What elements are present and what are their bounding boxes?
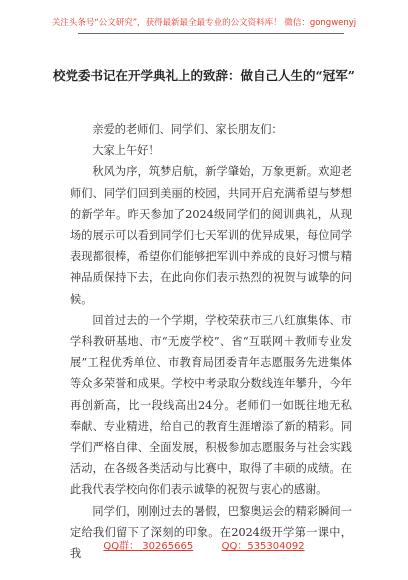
page-footer xyxy=(0,537,408,552)
paragraph: 回首过去的一个学期，学校荣获市三八红旗集体、市学科教研基地、市“无废学校”、省“互联网＋教师专业发展”工程优秀单位、市教育局团委青年志愿服务先进集体等众多荣誉和成果。学校中考录取分数线连年攀升，今年再创新高，比一段线高出24分。老师们一如既往地无私奉献、专业精进，给自己的教育生涯增添了新的精彩。同学们严格自律、全面发展，积极参加志愿服务与社会实践活动，在各级各类活动与比赛中，取得了丰硕的成绩。在此我代表学校向你们表示诚挚的祝贺与衷心的感谢。 xyxy=(70,313,352,497)
qq-contact: QQ：535304092 xyxy=(221,541,305,552)
document-title: 校党委书记在开学典礼上的致辞：做自己人生的“冠军” xyxy=(53,68,355,83)
greeting: 大家上午好！ xyxy=(92,144,160,158)
header-divider xyxy=(78,33,344,34)
page-header: 关注头条号“公文研究”，获得最新最全最专业的公文资料库！ 微信：gongwenyj xyxy=(51,18,357,28)
qq-group-contact: QQ群： 30265665 xyxy=(103,541,194,552)
salutation: 亲爱的老师们、同学们、家长朋友们： xyxy=(92,123,283,136)
paragraph: 同学们，刚刚过去的暑假，巴黎奥运会的精彩瞬间一定给我们留下了深刻的印象。在2024级开学第一课中，我 xyxy=(70,504,352,561)
paragraph: 秋风为序，筑梦启航，新学肇始，万象更新。欢迎老师们、同学们回到美丽的校园，共同开启充满希望与梦想的新学年。昨天参加了2024级同学们的阅训典礼，从现场的展示可以看到同学们七天军训的优异成果，每位同学表现都很棒，希望你们能够把军训中养成的良好习惯与精神品质保持下去，在此向你们表示热烈的祝贺与诚挚的问候。 xyxy=(70,165,352,306)
document-body xyxy=(70,119,352,564)
